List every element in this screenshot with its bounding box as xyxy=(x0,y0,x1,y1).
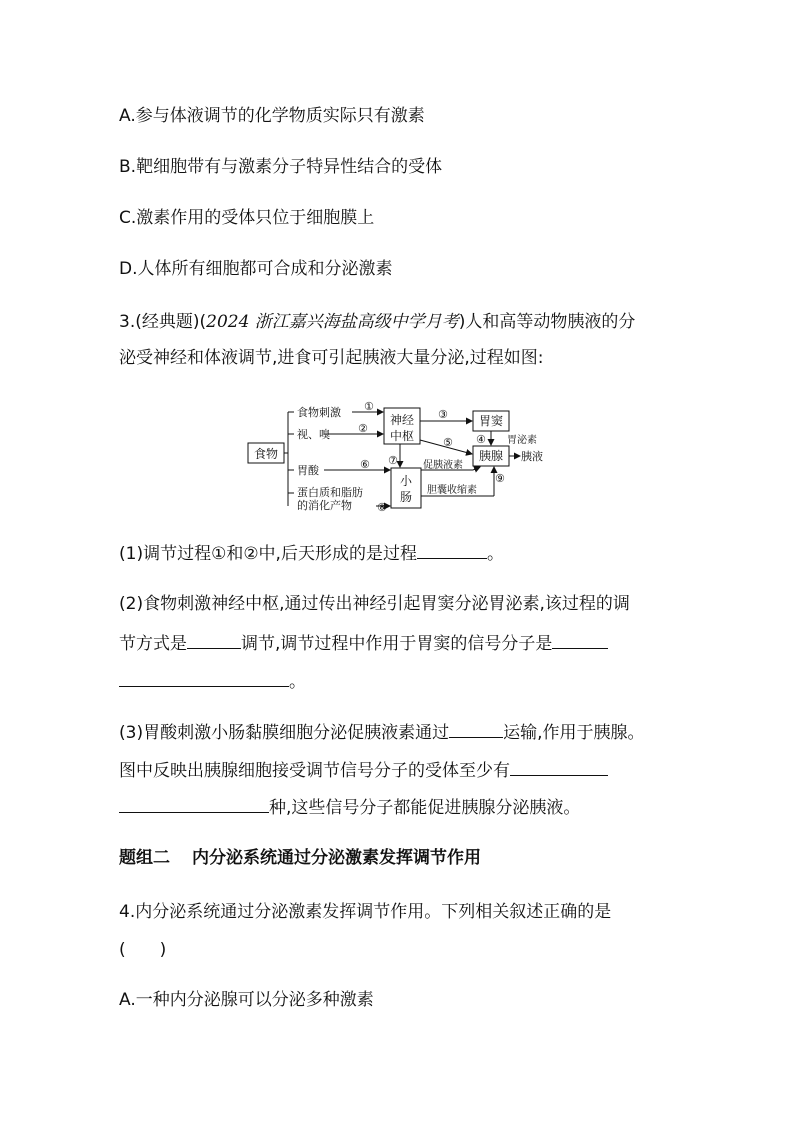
option-2b: B.靶细胞带有与激素分子特异性结合的受体 xyxy=(119,157,443,177)
answer-blank[interactable] xyxy=(510,759,608,776)
stomach-label: 胃窦 xyxy=(478,414,504,428)
marker-2: ② xyxy=(358,422,368,435)
sub-question-3-line2: 图中反映出胰腺细胞接受调节信号分子的受体至少有 xyxy=(119,759,608,783)
sub-question-2-line1: (2)食物刺激神经中枢,通过传出神经引起胃窦分泌胃泌素,该过程的调 xyxy=(119,594,630,614)
question-3-stem-line2: 泌受神经和体液调节,进食可引起胰液大量分泌,过程如图: xyxy=(119,348,544,368)
option-2c: C.激素作用的受体只位于细胞膜上 xyxy=(119,208,375,228)
group-2-heading xyxy=(119,846,481,870)
pancreas-label: 胰腺 xyxy=(478,449,504,463)
marker-3: ③ xyxy=(438,408,448,421)
question-3-source: 2024 浙江嘉兴海盐高级中学月考 xyxy=(206,312,459,332)
gastrin-label: 胃泌素 xyxy=(507,435,537,446)
marker-7: ⑦ xyxy=(388,454,398,467)
marker-5: ⑤ xyxy=(443,436,453,449)
marker-6: ⑥ xyxy=(360,458,370,471)
juice-label: 胰液 xyxy=(521,450,543,463)
sub-question-3-line3: 种,这些信号分子都能促进胰腺分泌胰液。 xyxy=(119,796,580,820)
answer-blank[interactable] xyxy=(119,796,269,813)
marker-4: ④ xyxy=(476,433,486,446)
sub-question-1: (1)调节过程①和②中,后天形成的是过程 。 xyxy=(119,544,504,564)
question-3-stem-rest: )人和高等动物胰液的分 xyxy=(458,312,636,332)
acid-label: 胃酸 xyxy=(297,464,319,477)
nerve-center-label-line2: 中枢 xyxy=(389,429,415,443)
food-label: 食物 xyxy=(253,447,279,461)
answer-blank[interactable] xyxy=(187,632,241,649)
protein-label-line1: 蛋白质和脂肪 xyxy=(297,486,363,499)
protein-label-line2: 的消化产物 xyxy=(297,499,352,512)
group-2-label: 题组二 xyxy=(119,848,170,868)
question-4-answer-paren: ( ) xyxy=(119,940,167,960)
question-3-prefix: 3.(经典题)( xyxy=(119,312,207,332)
option-4a: A.一种内分泌腺可以分泌多种激素 xyxy=(119,990,374,1010)
answer-blank[interactable] xyxy=(449,721,503,738)
answer-blank[interactable] xyxy=(552,632,608,649)
option-2d: D.人体所有细胞都可合成和分泌激素 xyxy=(119,259,393,279)
secretin-label: 促胰液素 xyxy=(423,460,463,471)
question-4-stem: 4.内分泌系统通过分泌激素发挥调节作用。下列相关叙述正确的是 xyxy=(119,902,612,922)
marker-8: ⑧ xyxy=(377,501,387,514)
sub-question-2-line3: 。 xyxy=(119,670,306,694)
cck-label: 胆囊收缩素 xyxy=(427,485,477,496)
intestine-label-line2: 肠 xyxy=(399,490,413,504)
group-2-title: 内分泌系统通过分泌激素发挥调节作用 xyxy=(192,848,481,868)
answer-blank[interactable] xyxy=(119,670,289,687)
question-3-stem-line1 xyxy=(119,310,635,334)
sub-question-2-line2: 节方式是 调节,调节过程中作用于胃窦的信号分子是 xyxy=(119,632,608,656)
sub-question-3-line1: (3)胃酸刺激小肠黏膜细胞分泌促胰液素通过 运输,作用于胰腺。 xyxy=(119,723,645,743)
stimulus-food-label: 食物刺激 xyxy=(297,406,341,419)
pancreatic-secretion-diagram xyxy=(240,396,560,516)
answer-blank[interactable] xyxy=(417,542,487,559)
nerve-center-label-line1: 神经 xyxy=(389,413,415,427)
option-2a: A.参与体液调节的化学物质实际只有激素 xyxy=(119,106,425,126)
stimulus-sight-label: 视、嗅 xyxy=(297,428,330,441)
marker-1: ① xyxy=(364,400,374,413)
intestine-label-line1: 小 xyxy=(399,474,413,488)
marker-9: ⑨ xyxy=(495,472,505,485)
